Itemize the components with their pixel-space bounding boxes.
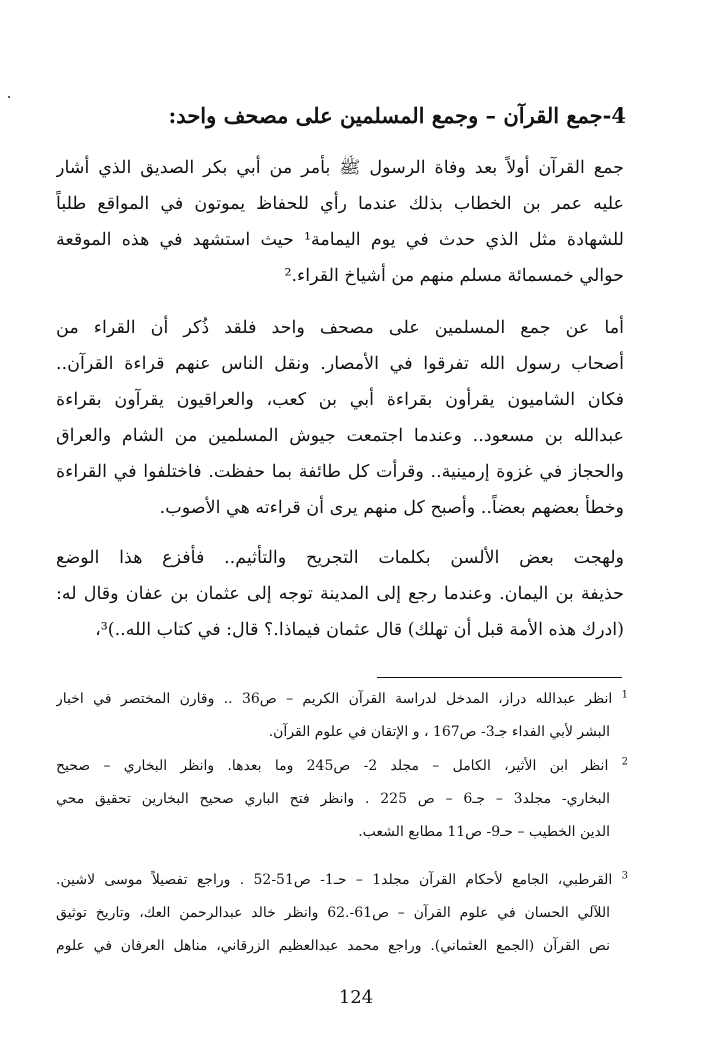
paragraph-line: فكان الشاميون يقرأون بقراءة أبي بن كعب، والعراقيون يقرآون بقراءة — [56, 390, 624, 410]
paragraph-line: (ادرك هذه الأمة قبل أن تهلك) قال عثمان فيماذا.؟ قال: في كتاب الله..)³، — [95, 620, 624, 640]
paragraph-3 — [56, 540, 624, 648]
footnote-1 — [56, 683, 628, 749]
footnote-text: انظر ابن الأثير، الكامل – مجلد 2- ص245 وما بعدها. وانظر البخاري – صحيح — [56, 758, 609, 774]
footnote-text: انظر عبدالله دراز، المدخل لدراسة القرآن الكريم – ص36 .. وقارن المختصر في اخبار — [56, 691, 613, 707]
footnote-line — [56, 683, 628, 716]
paragraph-line: أما عن جمع المسلمين على مصحف واحد فلقد ذُكر أن القراء من — [56, 318, 624, 338]
footnote-line — [56, 864, 628, 897]
paragraph-line: حوالي خمسمائة مسلم منهم من أشياخ القراء.² — [284, 266, 624, 286]
footnote-line: الدين الخطيب – حـ9- ص11 مطابع الشعب. — [358, 824, 610, 840]
paragraph-line: أصحاب رسول الله تفرقوا في الأمصار. ونقل الناس عنهم قراءة القرآن.. — [56, 354, 624, 374]
paragraph-line: للشهادة مثل الذي حدث في يوم اليمامة¹ حيث استشهد في هذه الموقعة — [56, 230, 624, 250]
footnote-line: البشر لأبي الفداء جـ3- ص167 ، و الإتقان في علوم القرآن. — [268, 724, 610, 740]
paragraph-line: ولهجت بعض الألسن بكلمات التجريح والتأثيم.. فأفزع هذا الوضع — [56, 548, 624, 568]
paragraph-line: حذيفة بن اليمان. وعندما رجع إلى المدينة توجه إلى عثمان بن عفان وقال له: — [56, 584, 624, 604]
paragraph-2 — [56, 310, 624, 526]
footnote-separator — [377, 677, 622, 678]
footnote-2 — [56, 750, 628, 849]
footnote-line: البخاري- مجلد3 – جـ6 – ص 225 . وانظر فتح الباري صحيح البخارين تحقيق محي — [56, 791, 611, 807]
paragraph-line: والحجاز في غزوة إرمينية.. وقرأت كل طائفة بما حفظت. فاختلفوا في القراءة — [56, 462, 624, 482]
paragraph-line: وخطأ بعضهم بعضاً.. وأصبح كل منهم يرى أن قراءته هي الأصوب. — [159, 498, 624, 518]
footnote-text: القرطبي، الجامع لأحكام القرآن مجلد1 – حـ1- ص51-52 . وراجع تفصيلاً موسى لاشين. — [56, 872, 613, 888]
scan-speck — [8, 96, 10, 98]
paragraph-1 — [56, 150, 624, 294]
paragraph-line: عليه عمر بن الخطاب بذلك عندما رأي للحفاظ يموتون في المواقع طلباً — [56, 194, 624, 214]
footnote-line: اللآلي الحسان في علوم القرآن – ص61-.62 وانظر خالد عبدالرحمن العك، وتاريخ توثيق — [56, 905, 610, 921]
section-heading: 4-جمع القرآن – وجمع المسلمين على مصحف واحد: — [168, 103, 626, 128]
footnote-marker: 2 — [621, 756, 628, 768]
paragraph-line: عبدالله بن مسعود.. وعندما اجتمعت جيوش المسلمين من الشام والعراق — [56, 426, 624, 446]
footnote-line — [56, 750, 628, 783]
footnote-marker: 1 — [621, 689, 628, 701]
footnote-marker: 3 — [621, 870, 628, 882]
paragraph-line: جمع القرآن أولاً بعد وفاة الرسول ﷺ بأمر من أبي بكر الصديق الذي أشار — [56, 158, 624, 178]
page-number: 124 — [338, 987, 374, 1008]
footnote-3 — [56, 864, 628, 963]
footnote-line: نص القرآن (الجمع العثماني). وراجع محمد عبدالعظيم الزرقاني، مناهل العرفان في علوم — [56, 938, 610, 954]
